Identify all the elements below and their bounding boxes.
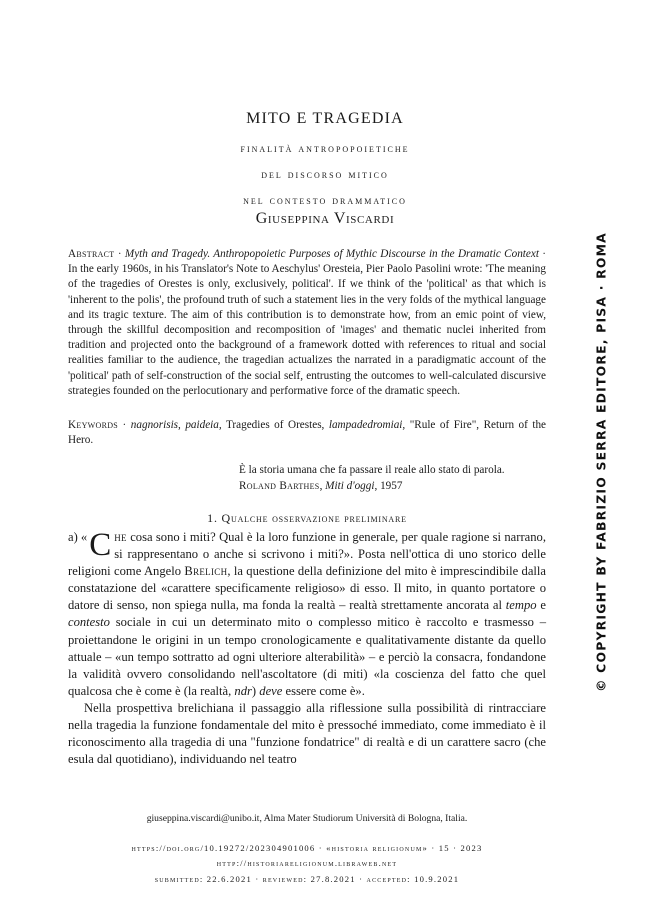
emphasis: ndr bbox=[234, 683, 252, 698]
paragraph bbox=[68, 529, 546, 700]
epigraph-source: Roland Barthes, Miti d'oggi, 1957 bbox=[239, 480, 403, 492]
subtitle-line: nel contesto drammatico bbox=[243, 193, 407, 207]
epigraph-author: Roland Barthes bbox=[239, 480, 320, 492]
keyword: nagnorisis, paideia, bbox=[130, 419, 222, 431]
separator: · bbox=[117, 248, 125, 260]
separator: · bbox=[122, 419, 131, 431]
keyword: Tragedies of Orestes, bbox=[221, 419, 329, 431]
epigraph-work: Miti d'oggi bbox=[325, 480, 375, 492]
keyword: lampadedromiai, bbox=[328, 419, 406, 431]
epigraph-quote: È la storia umana che fa passare il reale allo stato di parola. bbox=[239, 464, 505, 476]
abstract-text: In the early 1960s, in his Translator's Note to Aeschylus' Oresteia, Pier Paolo Pasolini wrote: 'The meaning of the tragedies of Orestes is only, exclusively, political'. If we think of the 'political' as that which is 'inherent to the polis', the profound truth of such a statement lies in the very folds of the mythical language and its tragic texture. The aim of this contribution is to demonstrate how, from an emic point of view, through the skillful decomposition and recomposition of 'images' and thematic nuclei inherited from tradition and projected onto the background of a framework dotted with references to ritual and social realities familiar to the audience, the tragedian actualizes the narrated in a paradigmatic account of the 'political' path of self-construction of the social self, entrusting the outcomes to well-calculated discursive strategies founded on the perlocutionary and performative force of the dramatic speech. bbox=[68, 263, 546, 397]
article-subtitle bbox=[68, 135, 582, 213]
section-heading: 1. Qualche osservazione preliminare bbox=[207, 511, 407, 525]
body-text bbox=[68, 529, 546, 768]
doi-line: https://doi.org/10.19272/202304901006 · «historia religionum» · 15 · 2023 bbox=[131, 843, 483, 853]
keywords-label: Keywords bbox=[68, 419, 119, 431]
subtitle-line: del discorso mitico bbox=[261, 167, 389, 181]
epigraph-year: , 1957 bbox=[374, 480, 403, 492]
emphasis: contesto bbox=[68, 615, 110, 630]
subtitle-line: finalità antropopoietiche bbox=[240, 141, 410, 155]
article-title: MITO E TRAGEDIA bbox=[246, 110, 404, 127]
separator: · bbox=[542, 248, 547, 260]
text-run: , la questione della definizione del mito è imprescindibile dalla constatazione del «carattere specificamente religioso» di esso. Il mito, in quanto portatore o datore di senso, non spiega nulla, ma fonda la realtà – realtà strettamente ancorata al bbox=[68, 564, 546, 613]
author-email: giuseppina.viscardi@unibo.it, Alma Mater Studiorum Università di Bologna, Italia. bbox=[146, 813, 468, 824]
paragraph: Nella prospettiva brelichiana il passaggio alla riflessione sulla possibilità di rintracciare nella tragedia la funzione fondamentale del mito è pressoché immediato, come immediato è il riconoscimento alla tragedia di una "funzione fondatrice" di realtà e di un carattere sacro (che esula dal quotidiano), individuando nel teatro bbox=[68, 700, 546, 767]
emphasis: deve bbox=[259, 683, 283, 698]
abstract bbox=[68, 247, 546, 399]
copyright-text: © COPYRIGHT BY FABRIZIO SERRA EDITORE, PISA · ROMA bbox=[593, 232, 609, 692]
text-run: cosa sono i miti? Qual è la loro funzione in generale, per quale ragione si narrano, si rappresentano o anche si scrivono i miti?». Posta nell'ottica di uno storico delle religioni come Angelo bbox=[68, 530, 546, 579]
keywords bbox=[68, 418, 546, 448]
author-name: Giuseppina Viscardi bbox=[255, 210, 395, 227]
emphasis: tempo bbox=[505, 598, 537, 613]
text-run: sociale in cui un determinato mito o complesso mitico è raccolto e trasmesso – proiettandone le origini in un tempo cronologicamente e qualitativamente distante da quello attuale – «un tempo sottratto ad ogni ulteriore alterabilità» – e perciò la consacra, fondandone la validità ovvero consolidando nell'ascoltatore (di miti) «la coscienza del fatto che quel qualcosa che è come è (la realtà, bbox=[68, 615, 546, 698]
abstract-title: Myth and Tragedy. Anthropopoietic Purposes of Mythic Discourse in the Dramatic Context bbox=[124, 248, 539, 260]
paragraph-lead: a) « bbox=[68, 530, 88, 544]
drop-cap: C bbox=[89, 527, 112, 563]
small-caps-text: he bbox=[114, 530, 127, 544]
text-run: essere come è». bbox=[282, 683, 365, 698]
keyword: "Rule of Fire", Return of the Hero. bbox=[68, 419, 547, 447]
person-name: Brelich bbox=[184, 564, 228, 579]
text-run: e bbox=[536, 598, 546, 613]
abstract-label: Abstract bbox=[68, 248, 115, 260]
journal-url: http://historiareligionum.libraweb.net bbox=[216, 858, 398, 868]
epigraph bbox=[239, 462, 549, 494]
text-run: ) bbox=[251, 683, 260, 698]
submission-dates: submitted: 22.6.2021 · reviewed: 27.8.2021 · accepted: 10.9.2021 bbox=[154, 874, 460, 884]
